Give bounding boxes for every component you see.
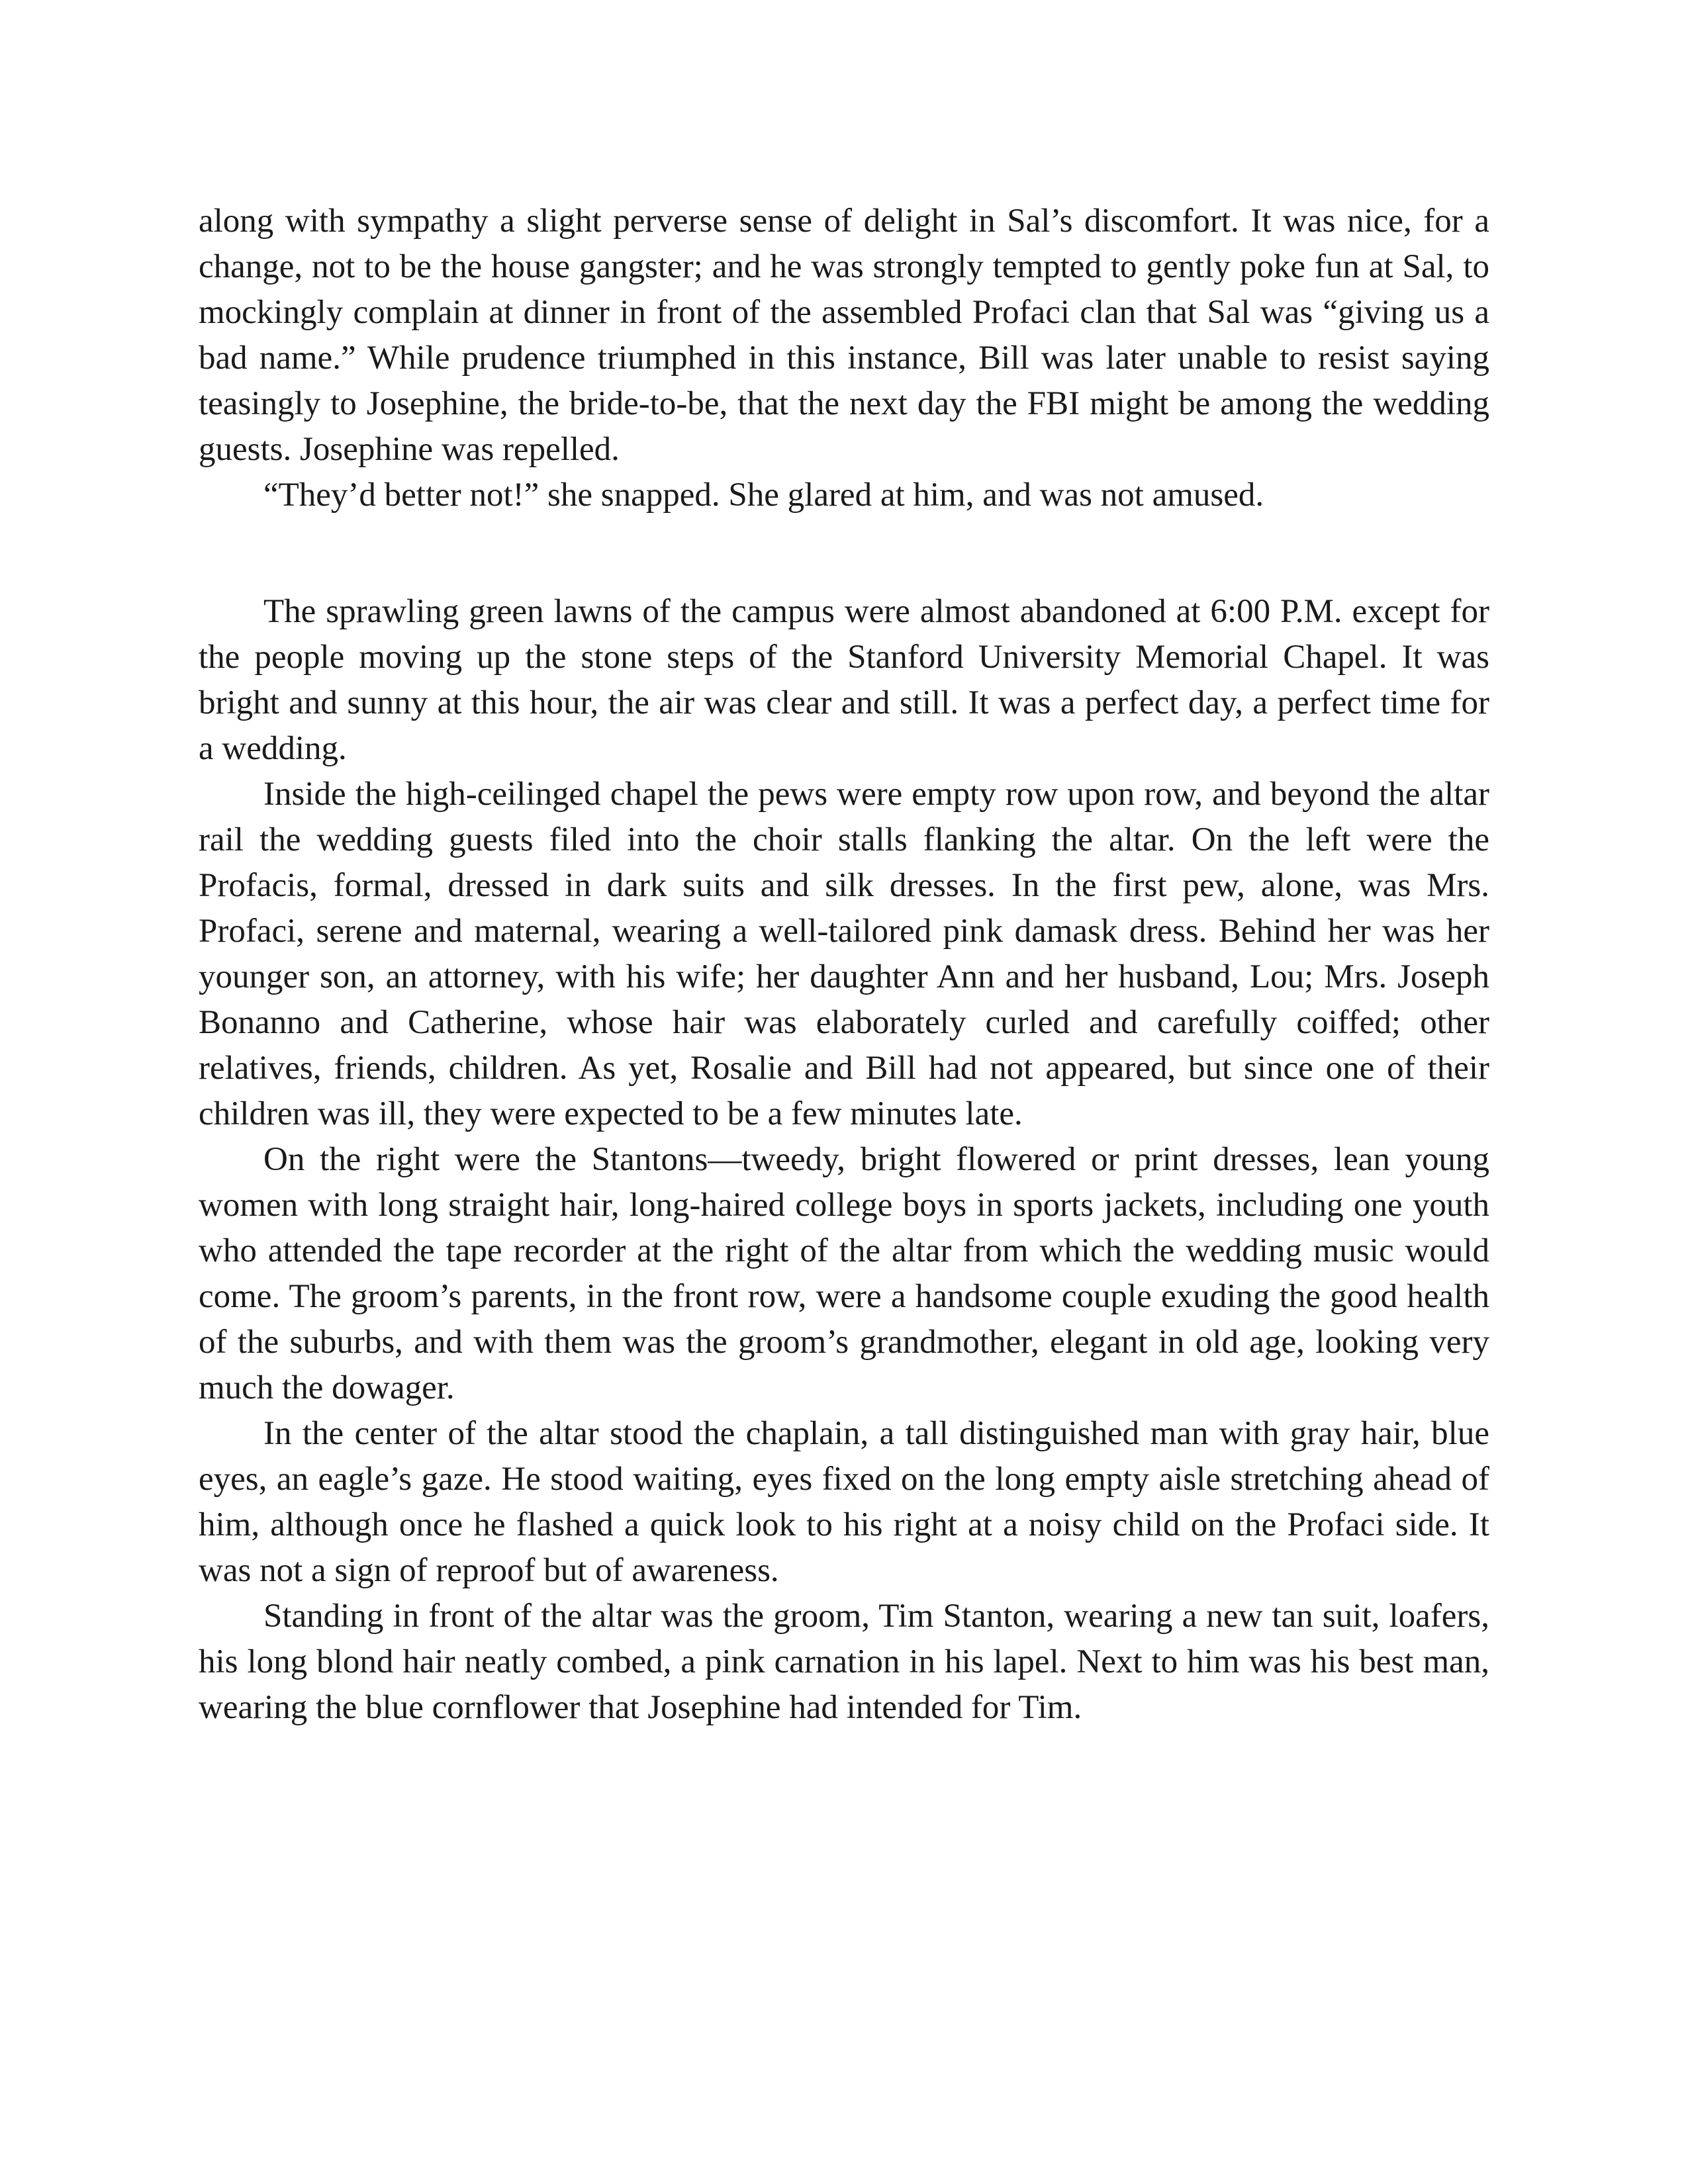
section-break	[199, 518, 1489, 589]
paragraph-chapel-interior: Inside the high-ceilinged chapel the pews were empty row upon row, and beyond the altar rail the wedding guests filed into the choir stalls flanking the altar. On the left were the Profacis, formal, dressed in dark suits and silk dresses. In the first pew, alone, was Mrs. Profaci, serene and maternal, wearing a well-tailored pink damask dress. Behind her was her younger son, an attorney, with his wife; her daughter Ann and her husband, Lou; Mrs. Joseph Bonanno and Catherine, whose hair was elaborately curled and carefully coiffed; other relatives, friends, children. As yet, Rosalie and Bill had not appeared, but since one of their children was ill, they were expected to be a few minutes late.	[199, 776, 1489, 1132]
document-page	[199, 199, 1489, 1731]
paragraph-dialogue: “They’d better not!” she snapped. She glared at him, and was not amused.	[263, 477, 1264, 514]
paragraph-groom: Standing in front of the altar was the groom, Tim Stanton, wearing a new tan suit, loafers, his long blond hair neatly combed, a pink carnation in his lapel. Next to him was his best man, wearing the blue cornflower that Josephine had intended for Tim.	[199, 1598, 1489, 1726]
paragraph-stantons: On the right were the Stantons—tweedy, bright flowered or print dresses, lean young women with long straight hair, long-haired college boys in sports jackets, including one youth who attended the tape recorder at the right of the altar from which the wedding music would come. The groom’s parents, in the front row, were a handsome couple exuding the good health of the suburbs, and with them was the groom’s grandmother, elegant in old age, looking very much the dowager.	[199, 1141, 1489, 1406]
paragraph-campus: The sprawling green lawns of the campus were almost abandoned at 6:00 P.M. except for the people moving up the stone steps of the Stanford University Memorial Chapel. It was bright and sunny at this hour, the air was clear and still. It was a perfect day, a perfect time for a wedding.	[199, 593, 1489, 767]
paragraph-continued: along with sympathy a slight perverse sense of delight in Sal’s discomfort. It was nice, for a change, not to be the house gangster; and he was strongly tempted to gently poke fun at Sal, to mockingly complain at dinner in front of the assembled Profaci clan that Sal was “giving us a bad name.” While prudence triumphed in this instance, Bill was later unable to resist saying teasingly to Josephine, the bride-to-be, that the next day the FBI might be among the wedding guests. Josephine was repelled.	[199, 203, 1489, 468]
paragraph-chaplain: In the center of the altar stood the chaplain, a tall distinguished man with gray hair, blue eyes, an eagle’s gaze. He stood waiting, eyes fixed on the long empty aisle stretching ahead of him, although once he flashed a quick look to his right at a noisy child on the Profaci side. It was not a sign of reproof but of awareness.	[199, 1415, 1489, 1589]
